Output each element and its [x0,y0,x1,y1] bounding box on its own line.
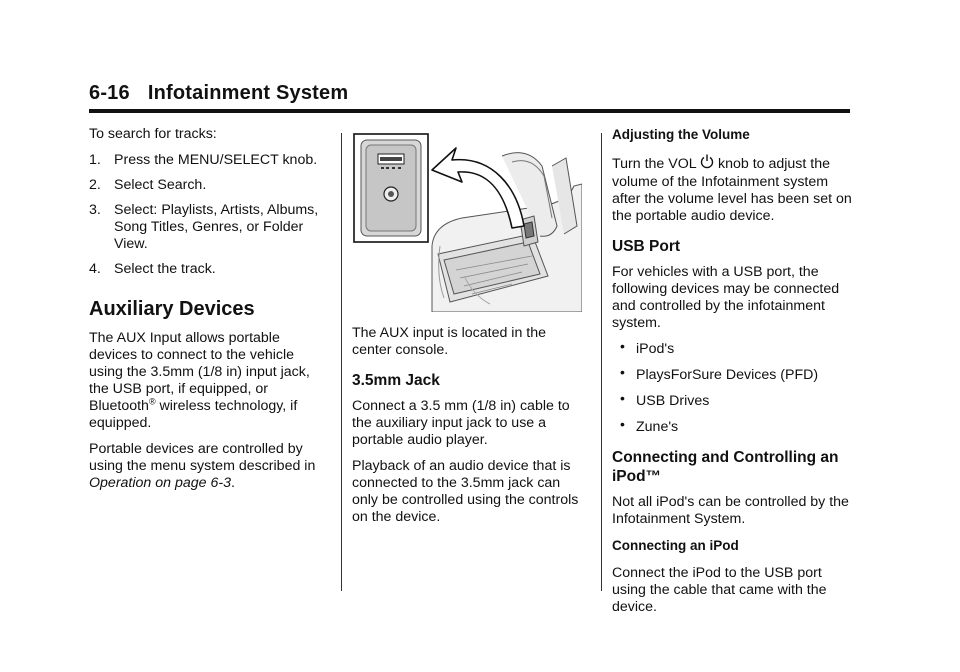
search-intro: To search for tracks: [89,126,217,142]
section-title: Infotainment System [147,82,349,104]
page-header [89,82,849,113]
connecting-an-ipod-subheading: Connecting an iPod [612,538,739,553]
step-item: 2. Select Search. [89,177,207,193]
page-header-title [89,82,849,105]
list-item: • PlaysForSure Devices (PFD) [620,364,819,383]
header-rule [89,109,850,113]
column-divider-2 [601,133,602,591]
usb-intro: For vehicles with a USB port, the following devices may be connected and controlled by the infotainment system. [612,264,840,331]
bullet-icon: • [620,364,625,380]
center-console-illustration [352,126,582,312]
aux-paragraph-1: The AUX Input allows portable devices to connect to the vehicle using the 3.5mm (1/8 in) input jack, the USB port, if equipped, or Bluetooth® wireless technology, if equipped. [89,330,310,431]
jack-heading: 3.5mm Jack [352,372,440,389]
usb-port-heading: USB Port [612,238,681,255]
operation-page-link[interactable]: Operation on page 6-3 [89,475,231,491]
list-item: • Zune's [620,416,679,435]
registered-mark: ® [148,396,156,407]
usb-devices-list [612,338,857,436]
aux-paragraph-2: Portable devices are controlled by using the menu system described in Operation on page 6-3. [89,441,316,491]
search-steps-list [89,152,331,278]
column-3 [612,126,857,625]
connect-paragraph: Connect the iPod to the USB port using the cable that came with the device. [612,565,827,615]
jack-paragraph-2: Playback of an audio device that is connected to the 3.5mm jack can only be controlled using the controls on the device. [352,458,579,525]
volume-paragraph: Turn the VOL knob to adjust the volume of the Infotainment system after the volume level has been set on the portable audio device. [612,156,852,224]
figure-caption: The AUX input is located in the center console. [352,325,547,358]
bullet-icon: • [620,338,625,354]
list-item: • USB Drives [620,390,710,409]
step-item: 3. Select: Playlists, Artists, Albums, Song Titles, Genres, or Folder View. [89,202,319,252]
connecting-ipod-heading: Connecting and Controlling an iPod™ [612,449,839,485]
column-2 [352,126,588,535]
page-number: 6-16 [89,82,130,104]
step-item: 1. Press the MENU/SELECT knob. [89,152,318,168]
list-item: • iPod's [620,338,675,357]
column-1 [89,126,331,501]
ipod-intro: Not all iPod's can be controlled by the Infotainment System. [612,494,849,527]
step-item: 4. Select the track. [89,261,216,277]
usb-aux-inset [354,134,428,242]
console-drawing [352,126,582,312]
adjusting-volume-heading: Adjusting the Volume [612,127,750,142]
jack-paragraph-1: Connect a 3.5 mm (1/8 in) cable to the auxiliary input jack to use a portable audio player. [352,398,570,448]
auxiliary-devices-heading: Auxiliary Devices [89,298,255,320]
bullet-icon: • [620,416,625,432]
bullet-icon: • [620,390,625,406]
column-divider-1 [341,133,342,591]
power-volume-knob-icon [700,154,714,174]
